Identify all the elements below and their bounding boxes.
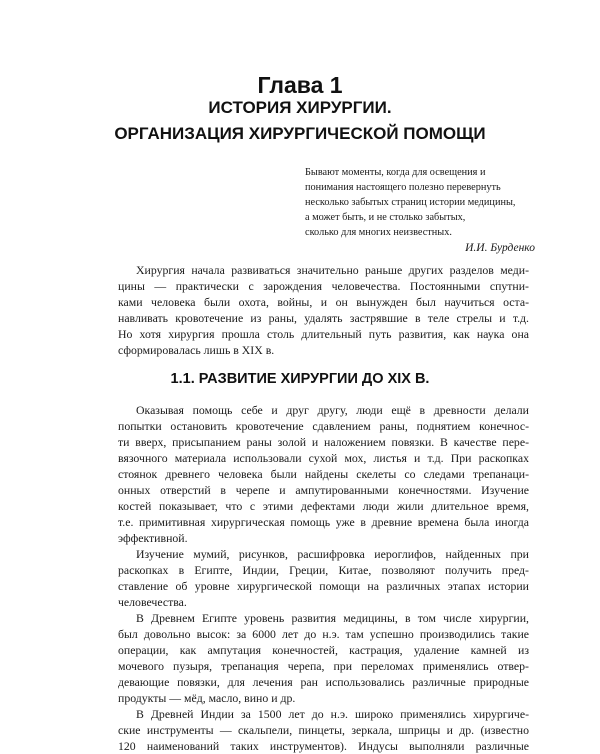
text-line: сформировалась лишь в XIX в. (118, 343, 275, 357)
text-line: девающие повязки, для лечения ран использовались различные природные (118, 675, 529, 689)
epigraph-author: И.И. Бурденко (465, 242, 535, 254)
section-title: 1.1. РАЗВИТИЕ ХИРУРГИИ ДО XIX В. (170, 371, 430, 387)
chapter-title-line-1: ИСТОРИЯ ХИРУРГИИ. (208, 98, 392, 117)
text-line: продукты — мёд, масло, вино и др. (118, 691, 296, 705)
text-line: был довольно высок: за 6000 лет до н.э. там успешно производились такие (118, 627, 529, 641)
text-line: ские инструменты — скальпели, пинцеты, зеркала, шприцы и др. (известно (118, 723, 529, 737)
epigraph-line: а может быть, и не столько забытых, (305, 212, 466, 223)
text-line: операции, как ампутация конечностей, кастрация, удаление камней из (118, 643, 529, 657)
text-line: В Древней Индии за 1500 лет до н.э. широко применялись хирургиче- (136, 707, 529, 721)
text-line: Оказывая помощь себе и друг другу, люди ещё в древности делали (136, 403, 529, 417)
text-line: Изучение мумий, рисунков, расшифровка иероглифов, найденных при (136, 547, 529, 561)
text-line: ками человека были охота, войны, и он вынужден был научиться оста- (118, 295, 529, 309)
text-line: вязочного материала использовали сухой мох, листья и т.д. При раскопках (118, 451, 529, 465)
section-body (118, 402, 529, 754)
text-line: ти вверх, присыпанием раны золой и наложением повязки. В качестве пере- (118, 435, 529, 449)
text-line: попытки остановить кровотечение сдавлением раны, поднятием конечнос- (118, 419, 529, 433)
epigraph (305, 165, 535, 256)
text-line: Хирургия начала развиваться значительно раньше других разделов меди- (136, 263, 529, 277)
text-line: навливать кровотечение из раны, удалять застрявшие в теле стрелы и т.д. (118, 311, 529, 325)
chapter-number: Глава 1 (257, 72, 343, 98)
text-line: цины — практически с зарождения человечества. Постоянными спутни- (118, 279, 529, 293)
epigraph-line: сколько для многих неизвестных. (305, 227, 452, 238)
text-line: раскопках в Египте, Индии, Греции, Китае, позволяют получить пред- (118, 563, 529, 577)
text-line: человечества. (118, 595, 187, 609)
text-line: 120 наименований таких инструментов). Индусы выполняли различные (118, 739, 529, 753)
text-line: костей показывает, что с этими дефектами люди жили длительное время, (118, 499, 529, 513)
intro-paragraph (118, 262, 529, 358)
text-line: Но хотя хирургия прошла столь длительный путь развития, как наука она (118, 327, 529, 341)
text-line: мочевого пузыря, трепанация черепа, при переломах применялись отвер- (118, 659, 529, 673)
text-line: т.е. примитивная хирургическая помощь уже в древние времена была иногда (118, 515, 529, 529)
text-line: В Древнем Египте уровень развития медицины, в том числе хирургии, (136, 611, 529, 625)
epigraph-line: Бывают моменты, когда для освещения и (305, 167, 486, 178)
epigraph-line: несколько забытых страниц истории медицины, (305, 197, 516, 208)
chapter-title-line-2: ОРГАНИЗАЦИЯ ХИРУРГИЧЕСКОЙ ПОМОЩИ (114, 124, 486, 143)
epigraph-line: понимания настоящего полезно перевернуть (305, 182, 501, 193)
text-line: онных отверстий в черепе и ампутированными конечностями. Изучение (118, 483, 529, 497)
text-line: ставление об уровне хирургической помощи на различных этапах истории (118, 579, 529, 593)
text-line: стоянок древнего человека были найдены скелеты со следами трепанаци- (118, 467, 529, 481)
text-line: эффективной. (118, 531, 188, 545)
